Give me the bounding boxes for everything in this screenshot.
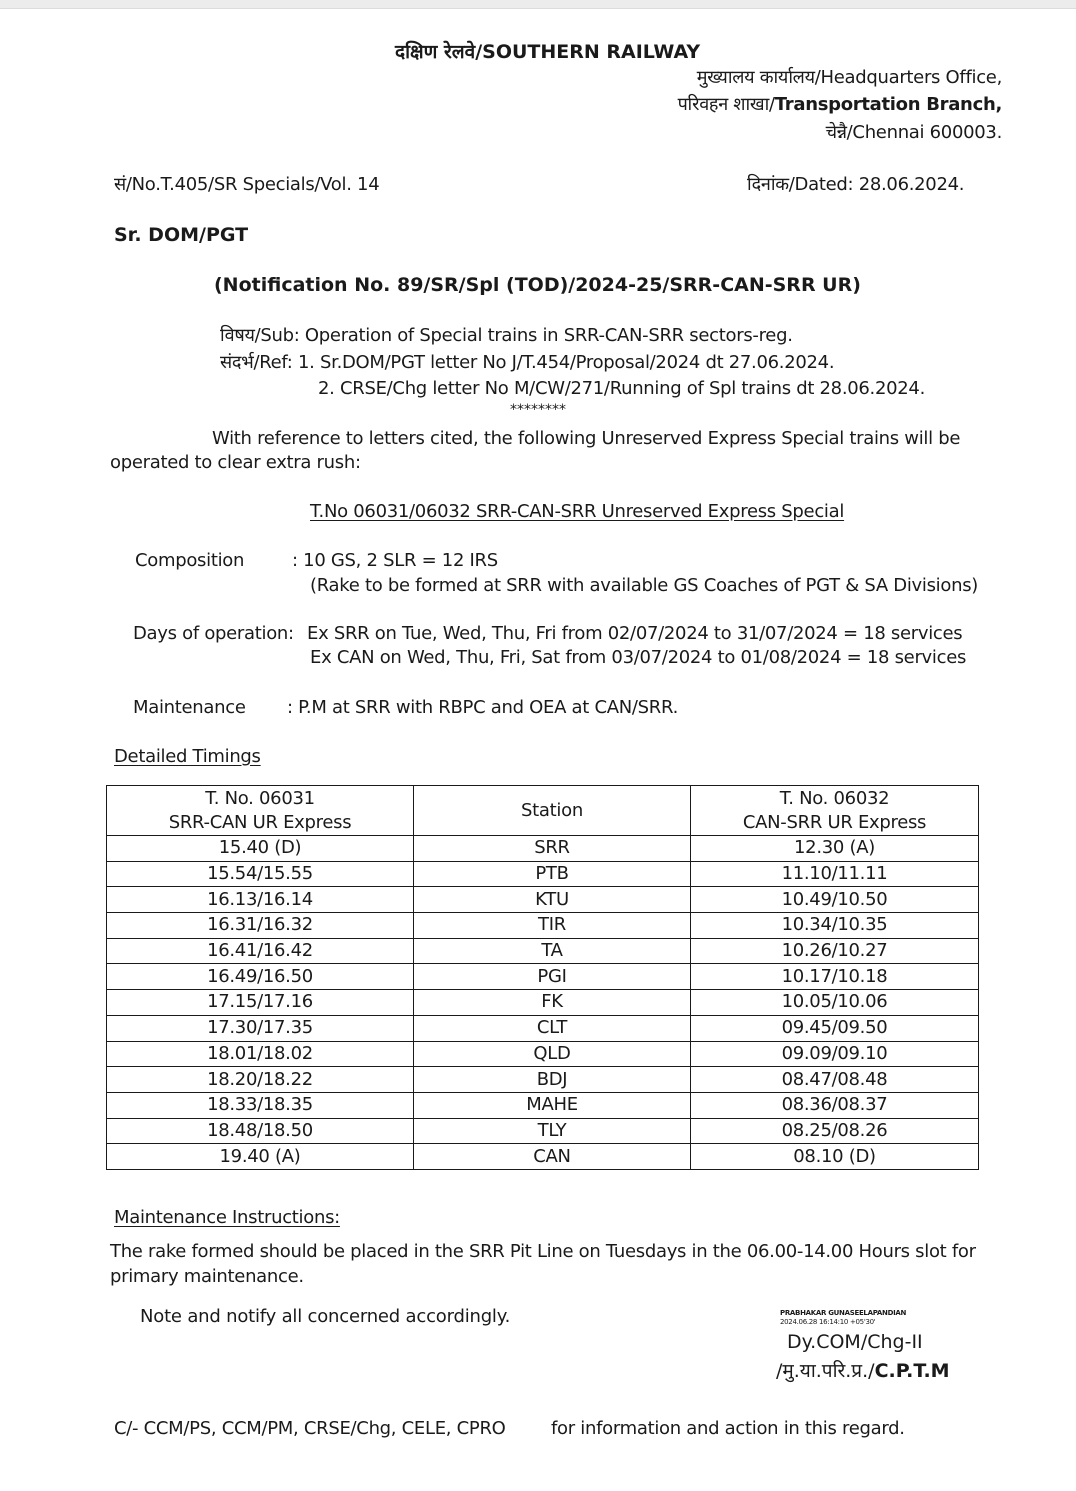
cell-station: KTU bbox=[414, 887, 691, 913]
cell-station: PTB bbox=[414, 861, 691, 887]
designation-hindi: /मु.या.परि.प्र./ bbox=[776, 1360, 875, 1382]
cell-06032-time: 08.25/08.26 bbox=[691, 1118, 979, 1144]
cell-06031-time: 15.54/15.55 bbox=[107, 861, 414, 887]
designation-english: C.P.T.M bbox=[874, 1360, 950, 1382]
branch-english: Transportation Branch, bbox=[774, 94, 1002, 115]
cell-06031-time: 18.48/18.50 bbox=[107, 1118, 414, 1144]
note-line: Note and notify all concerned accordingly. bbox=[140, 1306, 511, 1327]
cell-station: FK bbox=[414, 990, 691, 1016]
cell-06031-time: 16.31/16.32 bbox=[107, 913, 414, 939]
cell-06031-time: 18.33/18.35 bbox=[107, 1092, 414, 1118]
cell-06031-time: 19.40 (A) bbox=[107, 1144, 414, 1170]
cell-06032-time: 08.10 (D) bbox=[691, 1144, 979, 1170]
cell-06032-time: 10.34/10.35 bbox=[691, 913, 979, 939]
timings-table bbox=[106, 785, 979, 1170]
table-row bbox=[107, 964, 979, 990]
signatory-designation: Dy.COM/Chg-II bbox=[787, 1331, 923, 1353]
branch-line bbox=[678, 94, 1002, 116]
table-row bbox=[107, 990, 979, 1016]
train-heading: T.No 06031/06032 SRR-CAN-SRR Unreserved Express Special bbox=[310, 501, 845, 522]
copy-to-purpose: for information and action in this regard. bbox=[551, 1418, 905, 1439]
signatory-designation-2 bbox=[776, 1357, 950, 1383]
separator: ******** bbox=[510, 402, 566, 418]
table-row bbox=[107, 1067, 979, 1093]
table-row bbox=[107, 1118, 979, 1144]
cell-station: SRR bbox=[414, 836, 691, 862]
table-row bbox=[107, 861, 979, 887]
cell-06032-time: 11.10/11.11 bbox=[691, 861, 979, 887]
table-row bbox=[107, 836, 979, 862]
cell-06031-time: 16.49/16.50 bbox=[107, 964, 414, 990]
digital-signature-timestamp: 2024.06.28 16:14:10 +05'30' bbox=[780, 1318, 876, 1326]
maintenance-instructions-line-2: primary maintenance. bbox=[110, 1266, 304, 1287]
cell-station: TLY bbox=[414, 1118, 691, 1144]
cell-station: MAHE bbox=[414, 1092, 691, 1118]
cell-06032-time: 09.45/09.50 bbox=[691, 1015, 979, 1041]
column-header-06031: T. No. 06031 SRR-CAN UR Express bbox=[107, 786, 414, 836]
cell-06032-time: 10.49/10.50 bbox=[691, 887, 979, 913]
cell-station: QLD bbox=[414, 1041, 691, 1067]
letter-number: सं/No.T.405/SR Specials/Vol. 14 bbox=[114, 174, 380, 195]
recipient: Sr. DOM/PGT bbox=[114, 224, 249, 246]
table-row bbox=[107, 913, 979, 939]
city-line: चेन्नै/Chennai 600003. bbox=[825, 122, 1002, 143]
copy-to-recipients: C/- CCM/PS, CCM/PM, CRSE/Chg, CELE, CPRO bbox=[114, 1418, 506, 1439]
table-row bbox=[107, 1092, 979, 1118]
maintenance-instructions-line-1: The rake formed should be placed in the SRR Pit Line on Tuesdays in the 06.00-14.00 Hours slot for bbox=[110, 1241, 976, 1262]
composition-note: (Rake to be formed at SRR with available GS Coaches of PGT & SA Divisions) bbox=[310, 575, 978, 596]
cell-06032-time: 12.30 (A) bbox=[691, 836, 979, 862]
cell-station: CAN bbox=[414, 1144, 691, 1170]
cell-station: CLT bbox=[414, 1015, 691, 1041]
days-line-2: Ex CAN on Wed, Thu, Fri, Sat from 03/07/2024 to 01/08/2024 = 18 services bbox=[310, 647, 967, 668]
days-line-1: Ex SRR on Tue, Wed, Thu, Fri from 02/07/2024 to 31/07/2024 = 18 services bbox=[307, 623, 963, 644]
viewer-top-bar bbox=[0, 0, 1076, 9]
timings-heading: Detailed Timings bbox=[114, 746, 261, 767]
table-row bbox=[107, 1015, 979, 1041]
cell-06032-time: 08.47/08.48 bbox=[691, 1067, 979, 1093]
cell-06031-time: 18.20/18.22 bbox=[107, 1067, 414, 1093]
composition-value: : 10 GS, 2 SLR = 12 IRS bbox=[292, 550, 498, 571]
cell-06032-time: 10.05/10.06 bbox=[691, 990, 979, 1016]
table-header-row bbox=[107, 786, 979, 836]
cell-station: TA bbox=[414, 938, 691, 964]
maintenance-value: : P.M at SRR with RBPC and OEA at CAN/SRR. bbox=[287, 697, 678, 718]
reference-2: 2. CRSE/Chg letter No M/CW/271/Running of Spl trains dt 28.06.2024. bbox=[318, 378, 926, 399]
cell-station: PGI bbox=[414, 964, 691, 990]
organization-title: दक्षिण रेलवे/SOUTHERN RAILWAY bbox=[395, 41, 701, 63]
days-label: Days of operation: bbox=[133, 623, 294, 644]
digital-signature-name: PRABHAKAR GUNASEELAPANDIAN bbox=[780, 1309, 907, 1317]
cell-06031-time: 16.41/16.42 bbox=[107, 938, 414, 964]
table-row bbox=[107, 1041, 979, 1067]
subject-line: विषय/Sub: Operation of Special trains in SRR-CAN-SRR sectors-reg. bbox=[220, 325, 793, 346]
office-line: मुख्यालय कार्यालय/Headquarters Office, bbox=[696, 67, 1002, 88]
column-header-station: Station bbox=[414, 786, 691, 836]
cell-06032-time: 09.09/09.10 bbox=[691, 1041, 979, 1067]
table-row bbox=[107, 938, 979, 964]
table-row bbox=[107, 1144, 979, 1170]
cell-06031-time: 17.15/17.16 bbox=[107, 990, 414, 1016]
column-header-06032: T. No. 06032 CAN-SRR UR Express bbox=[691, 786, 979, 836]
reference-1: संदर्भ/Ref: 1. Sr.DOM/PGT letter No J/T.454/Proposal/2024 dt 27.06.2024. bbox=[220, 352, 835, 373]
maintenance-label: Maintenance bbox=[133, 697, 246, 718]
table-row bbox=[107, 887, 979, 913]
composition-label: Composition bbox=[135, 550, 245, 571]
intro-line-2: operated to clear extra rush: bbox=[110, 452, 361, 473]
cell-06031-time: 18.01/18.02 bbox=[107, 1041, 414, 1067]
maintenance-instructions-heading: Maintenance Instructions: bbox=[114, 1207, 340, 1228]
cell-06031-time: 16.13/16.14 bbox=[107, 887, 414, 913]
letter-date: दिनांक/Dated: 28.06.2024. bbox=[747, 174, 965, 195]
cell-06031-time: 15.40 (D) bbox=[107, 836, 414, 862]
cell-06032-time: 10.17/10.18 bbox=[691, 964, 979, 990]
branch-hindi: परिवहन शाखा/ bbox=[677, 94, 775, 115]
cell-06031-time: 17.30/17.35 bbox=[107, 1015, 414, 1041]
cell-station: BDJ bbox=[414, 1067, 691, 1093]
notification-number: (Notification No. 89/SR/Spl (TOD)/2024-25/SRR-CAN-SRR UR) bbox=[214, 274, 861, 296]
cell-06032-time: 10.26/10.27 bbox=[691, 938, 979, 964]
cell-station: TIR bbox=[414, 913, 691, 939]
cell-06032-time: 08.36/08.37 bbox=[691, 1092, 979, 1118]
intro-line-1: With reference to letters cited, the following Unreserved Express Special trains will be bbox=[212, 428, 961, 449]
